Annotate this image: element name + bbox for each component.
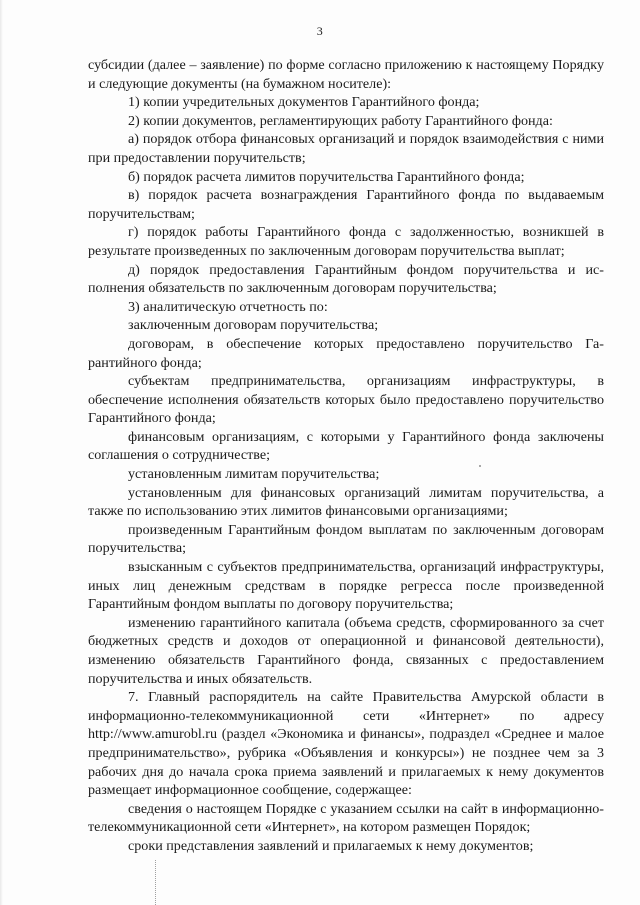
paragraph: 3) аналитическую отчетность по: <box>128 298 328 315</box>
paragraph: 7. Главный распорядитель на сайте Правительства Амурской области в информационно-телекоммуникационной сети «Интернет» по адресу http://www.amurobl.ru (раздел «Экономика и финансы», подраздел «Среднее и малое предпринимательство», рубрика «Объявления и конкурсы») не позднее чем за 3 рабочих дня до начала срока приема заявлений и прилагаемых к нему документов размещает информационное сообщение, содержащее: <box>88 689 604 799</box>
paragraph: договорам, в обеспечение которых предоставлено поручительство Гарантийного фонда; <box>88 335 604 371</box>
paragraph: д) порядок предоставления Гарантийным фондом поручительства и исполнения обязательств по заключенным договорам поручительства; <box>88 261 604 297</box>
paragraph: установленным для финансовых организаций лимитам поручительства, а также по использованию этих лимитов финансовыми организациями; <box>88 484 604 520</box>
paragraph: 2) копии документов, регламентирующих работу Гарантийного фонда: <box>128 112 553 129</box>
paragraph: б) порядок расчета лимитов поручительства Гарантийного фонда; <box>128 168 525 185</box>
paragraph: субсидии (далее – заявление) по форме согласно приложению к настоящему Порядку и следующие документы (на бумажном носителе): <box>88 57 604 92</box>
scan-edge-shadow <box>0 0 3 905</box>
paragraph: 1) копии учредительных документов Гарантийного фонда; <box>128 94 480 111</box>
page-number: 3 <box>316 24 324 38</box>
paragraph: сведения о настоящем Порядке с указанием ссылки на сайт в информационно-телекоммуникационной сети «Интернет», на котором размещен Порядок; <box>88 800 604 836</box>
paragraph: в) порядок расчета вознаграждения Гарантийного фонда по выдаваемым поручительствам; <box>88 187 604 222</box>
paragraph: финансовым организациям, с которыми у Гарантийного фонда заключены соглашения о сотрудничестве; <box>88 428 604 464</box>
paragraph: а) порядок отбора финансовых организаций и порядок взаимодействия с ними при предоставлении поручительств; <box>88 131 604 166</box>
paragraph: взысканным с субъектов предпринимательства, организаций инфраструктуры, иных лиц денежным средствам в порядке регресса после произведенной Гарантийным фондом выплаты по договору поручительства; <box>88 559 604 613</box>
document-body <box>88 56 604 856</box>
paragraph: установленным лимитам поручительства; <box>128 466 380 483</box>
scan-speck <box>479 465 481 467</box>
paragraph: произведенным Гарантийным фондом выплатам по заключенным договорам поручительства; <box>88 521 604 557</box>
paragraph: заключенным договорам поручительства; <box>128 317 379 334</box>
paragraph: субъектам предпринимательства, организациям инфраструктуры, в обеспечение исполнения обязательств которых было предоставлено поручительство Гарантийного фонда; <box>88 373 604 427</box>
paragraph: г) порядок работы Гарантийного фонда с задолженностью, возникшей в результате произведенных по заключенным договорам поручительства выплат; <box>88 224 604 259</box>
paragraph: изменению гарантийного капитала (объема средств, сформированного за счет бюджетных средств и доходов от операционной и финансовой деятельности), изменению обязательств Гарантийного фонда, связанных с предоставлением поручительства и иных обязательств. <box>88 614 604 687</box>
scan-binding-mark <box>155 860 159 905</box>
paragraph: сроки представления заявлений и прилагаемых к нему документов; <box>128 837 534 854</box>
